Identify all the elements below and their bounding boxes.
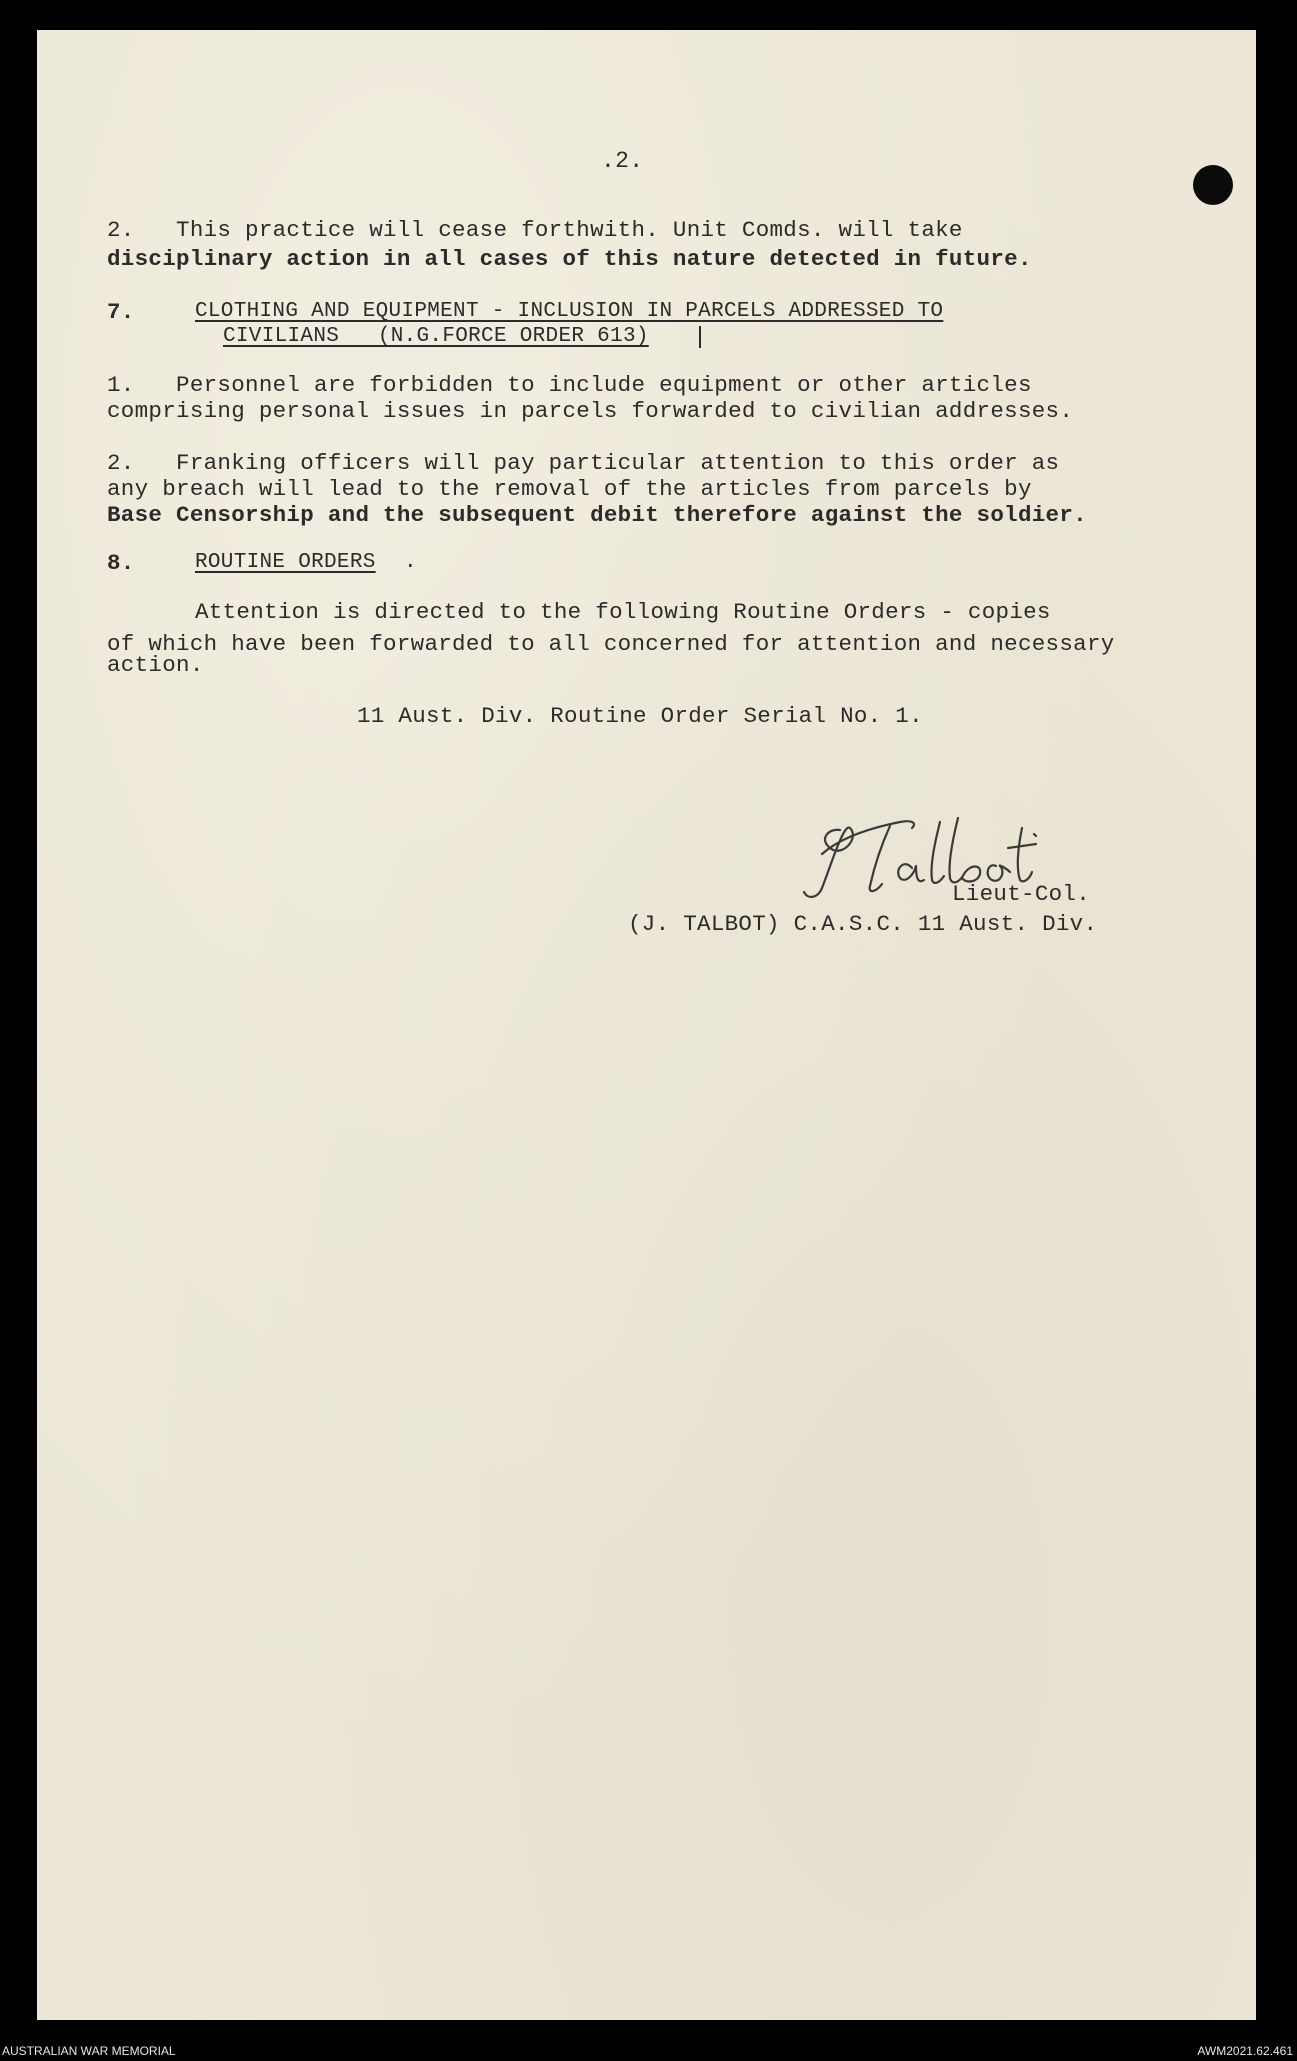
section-7-title-line-1: CLOTHING AND EQUIPMENT - INCLUSION IN PARCELS ADDRESSED TO bbox=[195, 300, 944, 323]
signer-block: (J. TALBOT) C.A.S.C. 11 Aust. Div. bbox=[628, 911, 1098, 937]
section-8-title: ROUTINE ORDERS bbox=[195, 551, 376, 574]
section-7-para-2-line-1: 2. Franking officers will pay particular attention to this order as bbox=[107, 450, 1060, 476]
para-2-line-1: 2. This practice will cease forthwith. Unit Comds. will take bbox=[107, 217, 963, 243]
footer-right: AWM2021.62.461 bbox=[1197, 2044, 1293, 2058]
signer-rank: Lieut-Col. bbox=[952, 881, 1091, 907]
section-8-line-1: Attention is directed to the following Routine Orders - copies bbox=[195, 599, 1051, 625]
section-8-line-3: action. bbox=[107, 652, 204, 678]
routine-order-reference: 11 Aust. Div. Routine Order Serial No. 1. bbox=[357, 703, 923, 729]
section-8-title-end: . bbox=[404, 551, 417, 574]
para-2-line-2: disciplinary action in all cases of this nature detected in future. bbox=[107, 246, 1032, 272]
title-bracket-line bbox=[699, 326, 701, 348]
section-7-para-1-line-2: comprising personal issues in parcels forwarded to civilian addresses. bbox=[107, 398, 1074, 424]
section-8-line-2: of which have been forwarded to all concerned for attention and necessary bbox=[107, 631, 1115, 657]
section-7-number: 7. bbox=[107, 299, 135, 325]
section-7-title-line-2: CIVILIANS (N.G.FORCE ORDER 613) bbox=[223, 325, 649, 348]
section-7-para-2-line-2: any breach will lead to the removal of the articles from parcels by bbox=[107, 476, 1032, 502]
section-7-para-1-line-1: 1. Personnel are forbidden to include equipment or other articles bbox=[107, 372, 1032, 398]
section-7-para-2-line-3: Base Censorship and the subsequent debit therefore against the soldier. bbox=[107, 502, 1087, 528]
page-number: .2. bbox=[601, 148, 644, 174]
footer-left: AUSTRALIAN WAR MEMORIAL bbox=[2, 2044, 176, 2058]
punch-hole bbox=[1193, 165, 1233, 205]
section-8-number: 8. bbox=[107, 550, 135, 576]
